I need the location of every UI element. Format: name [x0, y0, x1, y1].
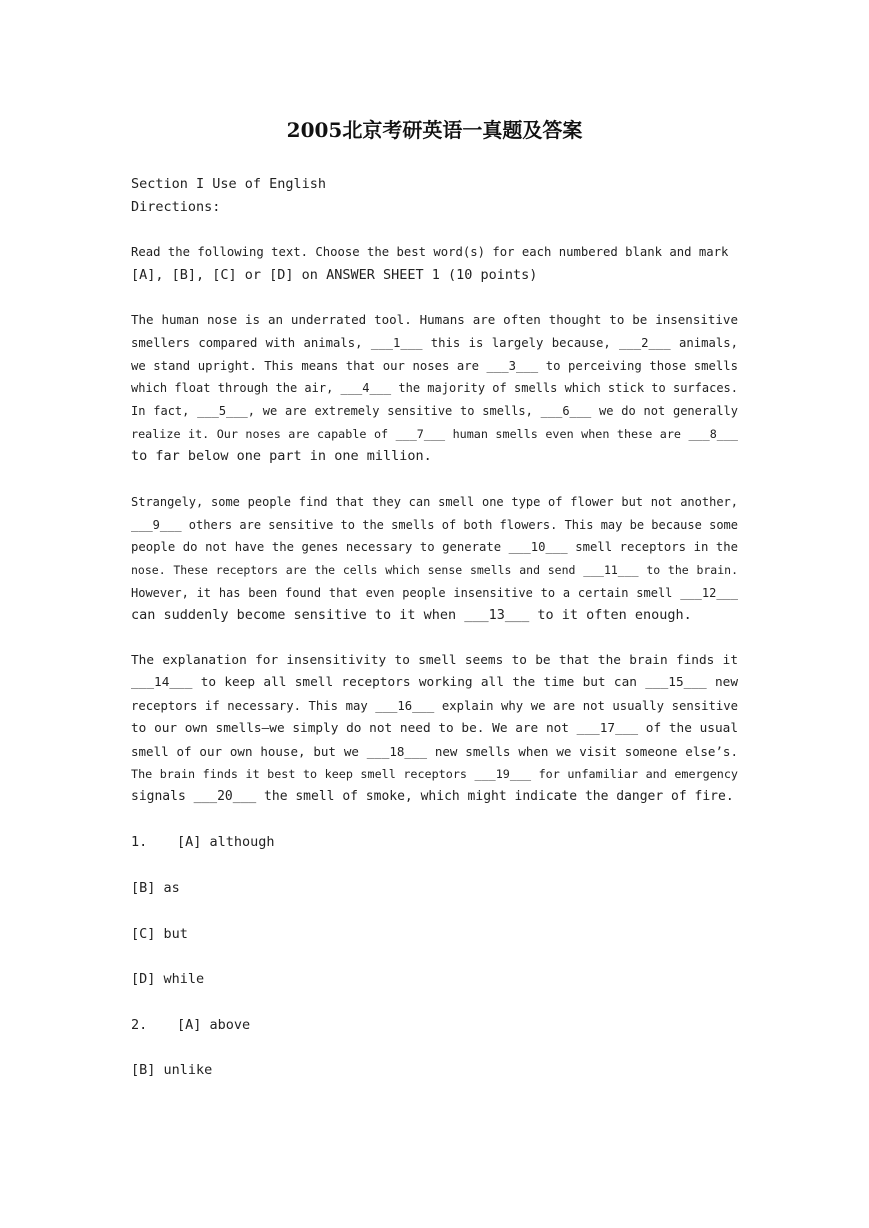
- passage-line: smellers compared with animals, ___1___ this is largely because, ___2___ animals,: [131, 335, 738, 350]
- passage-line: smell of our own house, but we ___18___ new smells when we visit someone else’s.: [131, 743, 738, 759]
- passage-line: can suddenly become sensitive to it when ___13___ to it often enough.: [131, 607, 692, 624]
- instruction-line: Read the following text. Choose the best word(s) for each numbered blank and mark: [131, 245, 729, 260]
- passage-line: receptors if necessary. This may ___16___ explain why we are not usually sensitive: [131, 699, 738, 714]
- passage-line: In fact, ___5___, we are extremely sensitive to smells, ___6___ we do not generally: [131, 404, 738, 418]
- question-number: 1.: [131, 834, 148, 851]
- option-text: [A] above: [177, 1016, 251, 1033]
- passage-line: Strangely, some people find that they can smell one type of flower but not another,: [131, 494, 738, 509]
- option-text: [C] but: [131, 925, 188, 942]
- directions-label: Directions:: [131, 198, 221, 215]
- option-text: [A] although: [177, 834, 275, 851]
- option-text: [B] as: [131, 879, 180, 896]
- section-header: [131, 173, 738, 218]
- option-item: [131, 877, 738, 900]
- passage-line: However, it has been found that even people insensitive to a certain smell ___12___: [131, 585, 738, 600]
- passage-line: ___14___ to keep all smell receptors working all the time but can ___15___ new: [131, 675, 738, 691]
- passage-line: we stand upright. This means that our noses are ___3___ to perceiving those smells: [131, 358, 738, 373]
- option-text: [D] while: [131, 971, 205, 988]
- passage-paragraph-3: [131, 650, 738, 809]
- passage-line: people do not have the genes necessary to generate ___10___ smell receptors in the: [131, 540, 738, 555]
- question-number: 2.: [131, 1016, 148, 1033]
- document-page: [131, 0, 738, 1105]
- passage-line: signals ___20___ the smell of smoke, which might indicate the danger of fire.: [131, 788, 734, 804]
- passage-line: nose. These receptors are the cells which sense smells and send ___11___ to the brain.: [131, 562, 738, 577]
- document-title: 2005北京考研英语一真题及答案: [286, 118, 583, 142]
- passage-line: to our own smells—we simply do not need to be. We are not ___17___ of the usual: [131, 720, 738, 736]
- option-text: [B] unlike: [131, 1062, 213, 1079]
- instructions: [131, 241, 738, 286]
- passage-line: to far below one part in one million.: [131, 448, 432, 465]
- passage-line: realize it. Our noses are capable of ___7___ human smells even when these are ___8___: [131, 426, 738, 441]
- option-item: [131, 923, 738, 946]
- passage-line: The explanation for insensitivity to smell seems to be that the brain finds it: [131, 652, 738, 668]
- passage-line: The brain finds it best to keep smell receptors ___19___ for unfamiliar and emergency: [131, 767, 738, 782]
- option-item: [131, 831, 738, 854]
- instruction-line: [A], [B], [C] or [D] on ANSWER SHEET 1 (10 points): [131, 266, 538, 283]
- passage-line: which float through the air, ___4___ the majority of smells which stick to surfaces.: [131, 381, 738, 396]
- passage-line: ___9___ others are sensitive to the smells of both flowers. This may be because some: [131, 517, 738, 532]
- option-item: [131, 1059, 738, 1082]
- passage-paragraph-2: [131, 491, 738, 627]
- option-item: [131, 968, 738, 991]
- passage-paragraph-1: [131, 309, 738, 468]
- option-item: [131, 1014, 738, 1037]
- section-heading: Section I Use of English: [131, 176, 327, 192]
- passage-line: The human nose is an underrated tool. Humans are often thought to be insensitive: [131, 312, 738, 328]
- answer-options: [131, 831, 738, 1082]
